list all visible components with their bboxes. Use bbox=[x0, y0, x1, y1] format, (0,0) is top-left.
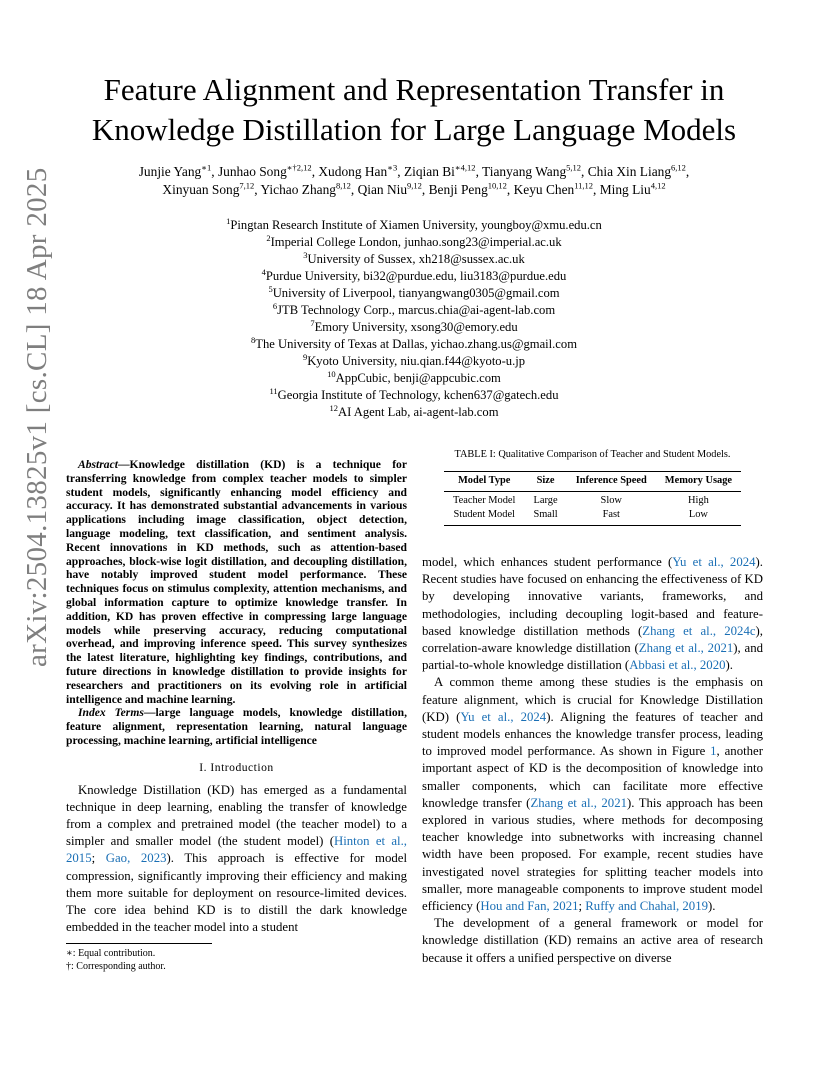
affiliation-line bbox=[150, 387, 678, 404]
affiliation-line bbox=[150, 404, 678, 421]
author-name: Ming Liu bbox=[599, 182, 651, 197]
table-cell: Teacher Model bbox=[452, 494, 516, 506]
affiliation-line bbox=[150, 336, 678, 353]
table-header-cell: Model Type bbox=[444, 472, 524, 492]
affiliation-line bbox=[150, 285, 678, 302]
text-run: ). This approach has been explored in various studies, where methods for decomposing teacher knowledge into subnetworks with increasing channel width have been proposed. For example, recent studies have investigated novel strategies for splitting teacher models into smaller, more manageable components to improve student model efficiency ( bbox=[422, 795, 763, 914]
affiliation-text: University of Sussex, xh218@sussex.ac.uk bbox=[307, 252, 525, 266]
text-run: , another important aspect of KD is the decomposition of knowledge into smaller components, which can facilitate more effective knowledge transfer ( bbox=[422, 744, 763, 810]
affiliation-text: Pingtan Research Institute of Xiamen University, youngboy@xmu.edu.cn bbox=[230, 218, 602, 232]
text-run: ). Aligning the features of teacher and student models enhances the knowledge transfer process, leading to improved model performance. As shown in Figure bbox=[422, 709, 763, 759]
author-separator: , bbox=[593, 182, 600, 197]
affiliation-number: 11 bbox=[269, 385, 278, 396]
affiliation-text: Purdue University, bi32@purdue.edu, liu3183@purdue.edu bbox=[265, 269, 567, 283]
affiliation-number: 9 bbox=[302, 351, 308, 362]
author-separator: , bbox=[211, 164, 218, 179]
author-separator: , bbox=[254, 182, 261, 197]
table-header-cell: Memory Usage bbox=[656, 472, 741, 492]
author-separator: , bbox=[685, 164, 690, 179]
author-affiliation-mark: 8,12 bbox=[336, 180, 351, 191]
footnote-divider bbox=[66, 943, 212, 944]
author-name: Junhao Song bbox=[217, 164, 287, 179]
table-row bbox=[444, 508, 741, 525]
affiliation-text: JTB Technology Corp., marcus.chia@ai-agent-lab.com bbox=[277, 303, 556, 317]
author-affiliation-mark: 7,12 bbox=[239, 180, 255, 191]
citation-link[interactable]: Ruffy and Chahal, 2019 bbox=[585, 899, 709, 914]
author-separator: , bbox=[350, 182, 358, 197]
citation-link[interactable]: Zhang et al., 2021 bbox=[530, 795, 628, 810]
affiliation-list bbox=[150, 217, 678, 421]
citation-link[interactable]: Yu et al., 2024 bbox=[460, 709, 547, 724]
affiliation-number: 12 bbox=[329, 402, 338, 413]
affiliation-text: University of Liverpool, tianyangwang0305@gmail.com bbox=[272, 286, 560, 300]
affiliation-number: 6 bbox=[272, 300, 278, 311]
footnote-equal-contribution: ∗: Equal contribution. bbox=[66, 948, 156, 959]
citation-link[interactable]: Zhang et al., 2024c bbox=[642, 623, 756, 638]
text-run: model, which enhances student performance ( bbox=[422, 555, 673, 569]
affiliation-text: AI Agent Lab, ai-agent-lab.com bbox=[337, 405, 499, 419]
text-run: ; bbox=[91, 851, 106, 866]
index-terms bbox=[66, 706, 407, 747]
table-block bbox=[422, 448, 763, 526]
author-affiliation-mark: ∗†2,12 bbox=[286, 162, 312, 173]
citation-link[interactable]: Gao, 2023 bbox=[105, 851, 167, 866]
left-column bbox=[66, 458, 407, 936]
affiliation-line bbox=[150, 353, 678, 370]
text-run: ), correlation-aware knowledge distillation ( bbox=[422, 623, 763, 656]
table-cell: Slow bbox=[600, 494, 622, 506]
table-header-cell: Inference Speed bbox=[567, 472, 656, 492]
author-separator: , bbox=[421, 182, 429, 197]
author-list bbox=[60, 163, 768, 199]
affiliation-number: 3 bbox=[303, 249, 308, 260]
affiliation-line bbox=[150, 370, 678, 387]
footnote-corresponding-author: †: Corresponding author. bbox=[66, 961, 166, 972]
affiliation-text: The University of Texas at Dallas, yichao.zhang.us@gmail.com bbox=[255, 337, 577, 351]
author-affiliation-mark: 5,12 bbox=[566, 162, 582, 173]
citation-link[interactable]: Yu et al., 2024 bbox=[672, 555, 756, 569]
citation-link[interactable]: Hou and Fan, 2021 bbox=[480, 899, 579, 914]
author-separator: , bbox=[311, 164, 319, 179]
affiliation-number: 8 bbox=[251, 334, 256, 345]
affiliation-line bbox=[150, 217, 678, 234]
body-paragraph bbox=[422, 554, 763, 674]
author-name: Ziqian Bi bbox=[403, 164, 455, 179]
author-separator: , bbox=[475, 164, 483, 179]
affiliation-text: Georgia Institute of Technology, kchen637@gatech.edu bbox=[277, 388, 559, 402]
affiliation-text: Kyoto University, niu.qian.f44@kyoto-u.jp bbox=[307, 354, 526, 368]
text-run: Knowledge Distillation (KD) has emerged as a fundamental technique in deep learning, enabling the transfer of knowledge from a complex and pretrained model (the teacher model) to a simpler and smaller model (the student model) ( bbox=[66, 782, 407, 849]
table-cell: Fast bbox=[567, 508, 656, 525]
affiliation-text: Imperial College London, junhao.song23@imperial.ac.uk bbox=[270, 235, 562, 249]
affiliation-line bbox=[150, 268, 678, 285]
section-heading-introduction: I. Introduction bbox=[199, 760, 274, 774]
author-affiliation-mark: ∗1 bbox=[201, 162, 212, 173]
paper-title: Feature Alignment and Representation Transfer in Knowledge Distillation for Large Language Models bbox=[91, 72, 737, 147]
affiliation-number: 10 bbox=[327, 368, 336, 379]
table-header-cell: Size bbox=[524, 472, 566, 492]
author-name: Xudong Han bbox=[318, 164, 388, 179]
abstract bbox=[66, 458, 407, 706]
arxiv-identifier: arXiv:2504.13825v1 [cs.CL] 18 Apr 2025 bbox=[21, 167, 53, 667]
text-run: ). Recent studies have focused on enhancing the effectiveness of KD by developing innovative variants, frameworks, and methodologies, including decoupling logit-based and feature-based knowledge distillation methods ( bbox=[422, 555, 763, 638]
author-affiliation-mark: 11,12 bbox=[574, 180, 594, 191]
footnotes bbox=[66, 947, 407, 973]
text-run: ), and partial-to-whole knowledge distillation ( bbox=[422, 641, 763, 673]
citation-link[interactable]: Zhang et al., 2021 bbox=[638, 641, 734, 656]
table-caption: TABLE I: Qualitative Comparison of Teacher and Student Models. bbox=[454, 449, 731, 460]
abstract-label: Abstract bbox=[78, 458, 118, 471]
body-paragraph bbox=[422, 915, 763, 967]
affiliation-number: 1 bbox=[226, 215, 231, 226]
text-run: The development of a general framework or model for knowledge distillation (KD) remains an active area of research because it offers a unified perspective on diverse bbox=[422, 916, 763, 965]
figure-ref-link[interactable]: 1 bbox=[710, 744, 717, 759]
text-run: ). This approach is effective for model compression, significantly improving their efficiency and making them more suitable for deployment on resource-limited devices. The core idea behind KD is to distill the dark knowledge embedded in the teacher model into a student bbox=[66, 851, 407, 935]
author-separator: , bbox=[397, 164, 404, 179]
intro-paragraph bbox=[66, 782, 407, 937]
affiliation-line bbox=[150, 251, 678, 268]
citation-link[interactable]: Abbasi et al., 2020 bbox=[629, 658, 726, 673]
body-paragraph bbox=[422, 674, 763, 915]
citation-link[interactable]: Hinton et al., 2015 bbox=[66, 834, 407, 866]
author-affiliation-mark: 6,12 bbox=[671, 162, 686, 173]
affiliation-line bbox=[150, 234, 678, 251]
text-run: ). bbox=[725, 658, 733, 673]
table-cell: Small bbox=[524, 508, 566, 525]
author-affiliation-mark: 4,12 bbox=[650, 180, 666, 191]
author-separator: , bbox=[581, 164, 588, 179]
text-run: ; bbox=[578, 899, 586, 914]
table-cell: Low bbox=[656, 508, 741, 525]
text-run: A common theme among these studies is the emphasis on feature alignment, which is crucial for Knowledge Distillation (KD) ( bbox=[422, 675, 763, 724]
affiliation-number: 5 bbox=[268, 283, 273, 294]
author-name: Qian Niu bbox=[357, 182, 408, 197]
abstract-text: —Knowledge distillation (KD) is a technique for transferring knowledge from complex teacher models to simpler student models, significantly enhancing model efficiency and accuracy. It has demonstrated substantial advancements in various applications including image classification, object detection, language modeling, text classification, and sentiment analysis. Recent innovations in KD methods, such as attention-based approaches, block-wise logit distillation, and decoupling distillation, have notably improved student model performance. These techniques focus on stimulus complexity, attention mechanisms, and global information capture to optimize knowledge transfer. In addition, KD has proven effective in compressing large language models while preserving accuracy, reducing computational overhead, and improving inference speed. This survey synthesizes the latest literature, highlighting key findings, contributions, and future directions in knowledge distillation to provide insights for researchers and practitioners on its evolving role in artificial intelligence and machine learning. bbox=[66, 458, 407, 706]
affiliation-text: Emory University, xsong30@emory.edu bbox=[314, 320, 518, 334]
affiliation-number: 2 bbox=[266, 232, 271, 243]
affiliation-line bbox=[150, 319, 678, 336]
author-affiliation-mark: ∗3 bbox=[387, 162, 398, 173]
author-name: Benji Peng bbox=[428, 182, 488, 197]
table-row bbox=[444, 491, 741, 508]
author-name: Keyu Chen bbox=[513, 182, 575, 197]
author-affiliation-mark: 9,12 bbox=[407, 180, 422, 191]
author-affiliation-mark: 10,12 bbox=[487, 180, 507, 191]
right-column-text bbox=[422, 554, 763, 967]
table-header-row bbox=[444, 472, 741, 492]
author-name: Tianyang Wang bbox=[482, 164, 567, 179]
author-name: Yichao Zhang bbox=[260, 182, 336, 197]
text-run: ). bbox=[708, 899, 716, 914]
table-cell: Large bbox=[533, 494, 558, 506]
author-affiliation-mark: ∗4,12 bbox=[454, 162, 476, 173]
table-cell: Student Model bbox=[444, 508, 524, 525]
author-name: Chia Xin Liang bbox=[587, 164, 672, 179]
affiliation-number: 7 bbox=[310, 317, 315, 328]
author-name: Junjie Yang bbox=[138, 164, 202, 179]
author-name: Xinyuan Song bbox=[162, 182, 240, 197]
comparison-table bbox=[444, 471, 741, 526]
author-separator: , bbox=[506, 182, 514, 197]
affiliation-text: AppCubic, benji@appcubic.com bbox=[335, 371, 501, 385]
index-terms-text: —large language models, knowledge distillation, feature alignment, representation learning, natural language processing, machine learning, artificial intelligence bbox=[66, 706, 407, 747]
affiliation-line bbox=[150, 302, 678, 319]
index-terms-label: Index Terms bbox=[78, 706, 144, 720]
affiliation-number: 4 bbox=[261, 266, 266, 277]
table-cell: High bbox=[688, 494, 709, 506]
